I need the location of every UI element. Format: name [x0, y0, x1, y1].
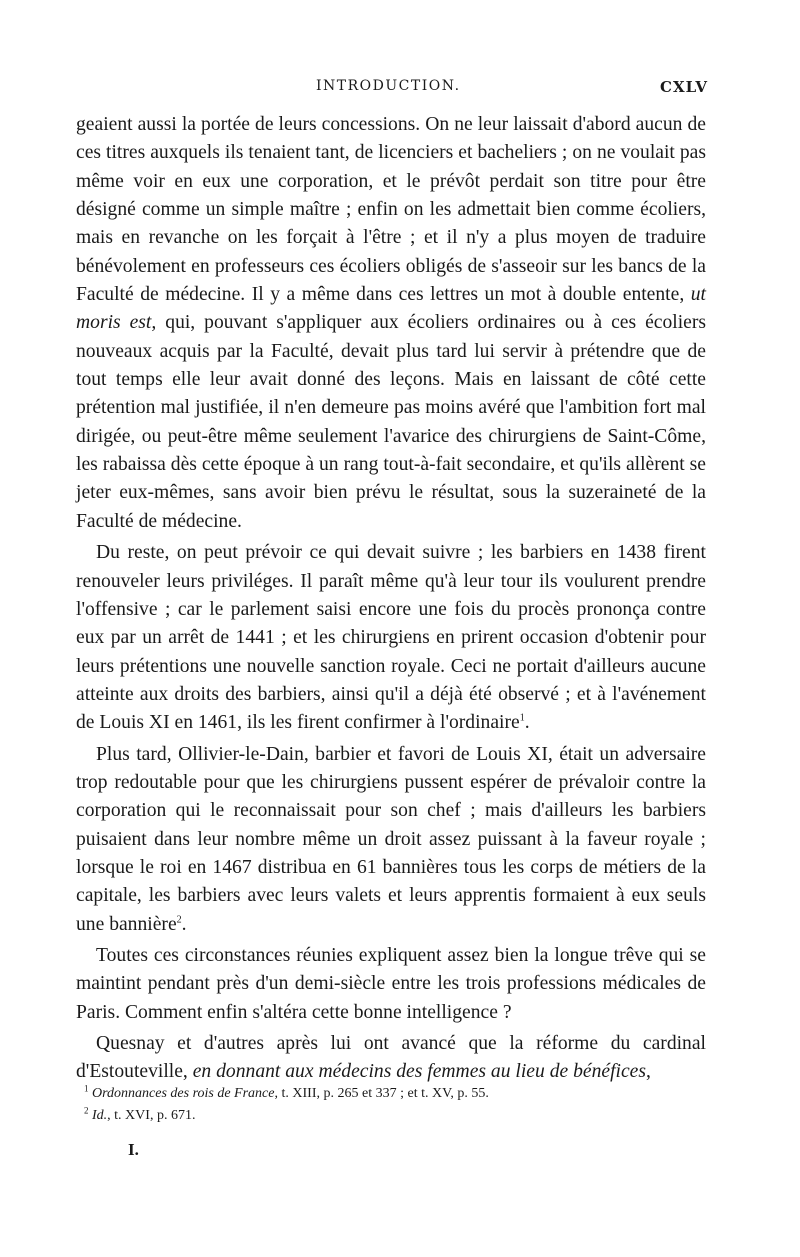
latin-phrase: ut moris est, — [76, 284, 706, 334]
footnote-1: $^1$ Ordonnances des rois de France, t. XIII, p. 265 et 337 ; et t. XV, p. 55. — [84, 1083, 489, 1101]
paragraph-2: Du reste, on peut prévoir ce qui devait suivre ; les barbiers en 1438 firent renouveler leurs priviléges. Il paraît même qu'à leur tour ils voulurent prendre l'offensive ; car le parlement saisi encore une fois du procès prononça contre eux par un arrêt de 1441 ; et les chirurgiens en prirent occasion d'obtenir pour leurs prétentions une nouvelle sanction royale. Ceci ne portait d'ailleurs aucune atteinte aux droits des barbiers, ainsi qu'il a déjà été observé ; et à l'avénement de Louis XI en 1461, ils les firent confirmer à l'ordinaire$^1$. — [76, 542, 706, 734]
quoted-phrase: en donnant aux médecins des femmes au lieu de bénéfices — [192, 1061, 646, 1083]
page-header — [76, 78, 708, 100]
page-number: CXLV — [660, 78, 708, 96]
main-text — [76, 111, 706, 1087]
signature-mark: I. — [128, 1140, 139, 1159]
footnotes — [78, 1083, 698, 1127]
paragraph-5: Quesnay et d'autres après lui ont avancé que la réforme du cardinal d'Estouteville, en donnant aux médecins des femmes au lieu de bénéfices, — [76, 1033, 706, 1083]
running-title: INTRODUCTION. — [316, 78, 461, 94]
paragraph-4: Toutes ces circonstances réunies expliquent assez bien la longue trêve qui se maintint pendant près d'un demi-siècle entre les trois professions médicales de Paris. Comment enfin s'altéra cette bonne intelligence ? — [76, 944, 706, 1023]
paragraph-1: geaient aussi la portée de leurs concessions. On ne leur laissait d'abord aucun de ces titres auxquels ils tenaient tant, de licenciers et bacheliers ; on ne voulait pas même voir en eux une corporation, et le prévôt perdait son titre pour être désigné comme un simple maître ; enfin on les admettait bien comme écoliers, mais en revanche on les forçait à l'être ; et il n'y a plus moyen de traduire bénévolement en professeurs ces écoliers obligés de s'asseoir sur les bancs de la Faculté de médecine. Il y a même dans ces lettres un mot à double entente, ut moris est, qui, pouvant s'appliquer aux écoliers ordinaires ou à ces écoliers nouveaux acquis par la Faculté, devait plus tard lui servir à prétendre que de tout temps elle leur avait donné des leçons. Mais en laissant de côté cette prétention mal justifiée, il n'en demeure pas moins avéré que l'ambition fort mal dirigée, ou peut-être même seulement l'avarice des chirurgiens de Saint-Côme, les rabaissa dès cette époque à un rang tout-à-fait secondaire, et qu'ils allèrent se jeter eux-mêmes, sans avoir bien prévu le résultat, sous la suzeraineté de la Faculté de médecine. — [76, 114, 706, 532]
footnote-ref-2[interactable]: 2 — [176, 914, 182, 926]
footnote-2: $^2$ Id., t. XVI, p. 671. — [84, 1105, 196, 1123]
paragraph-3: Plus tard, Ollivier-le-Dain, barbier et favori de Louis XI, était un adversaire trop redoutable pour que les chirurgiens pussent espérer de prévaloir contre la corporation qui le reconnaissait pour son chef ; mais d'ailleurs les barbiers puisaient dans leur nombre même un droit assez puissant à la faveur royale ; lorsque le roi en 1467 distribua en 61 bannières tous les corps de métiers de la capitale, les barbiers avec leurs valets et leurs apprentis formaient à eux seuls une bannière$^2$. — [76, 743, 706, 935]
footnote-ref-1[interactable]: 1 — [519, 712, 525, 724]
